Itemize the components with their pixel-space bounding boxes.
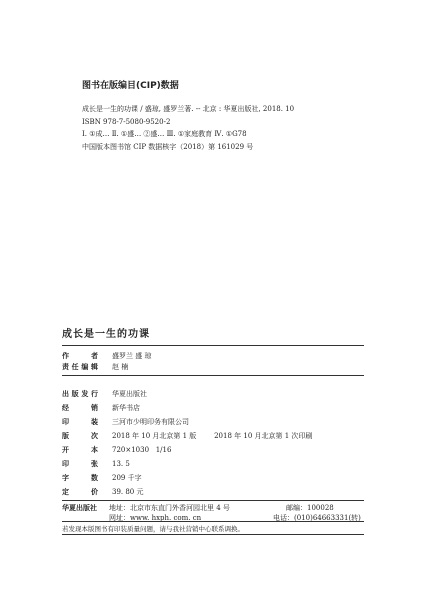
cip-block (82, 78, 402, 153)
detail-label: 字数 (62, 474, 98, 482)
publisher-address: 地址：北京市东直门外香河园北里 4 号 (109, 504, 230, 512)
detail-label: 开本 (62, 446, 98, 454)
detail-label: 出版发行 (62, 390, 98, 398)
detail-label: 印张 (62, 460, 98, 468)
book-title: 成长是一生的功课 (62, 329, 150, 340)
detail-row-sheets (62, 459, 130, 470)
cip-line-bibliographic: 成长是一生的功课 / 盛琼, 盛罗兰著. -- 北京 : 华夏出版社, 2018. 10 (82, 105, 295, 113)
divider-line (62, 345, 364, 346)
cip-line-isbn: ISBN 978-7-5080-9520-2 (82, 117, 171, 126)
cip-title: 图书在版编目(CIP)数据 (82, 81, 179, 91)
credit-value: 盛罗兰 盛 琼 (112, 352, 152, 360)
detail-label: 印装 (62, 418, 98, 426)
divider-line (62, 500, 364, 501)
credit-row-editor (62, 362, 128, 373)
quality-notice: 若发现本版图书有印装质量问题，请与我社营销中心联系调换。 (62, 525, 244, 533)
detail-value: 2018 年 10 月北京第 1 版 2018 年 10 月北京第 1 次印刷 (112, 432, 313, 440)
detail-value: 209 千字 (112, 474, 142, 482)
detail-row-word-count (62, 473, 142, 484)
publisher-phone: 电话：(010)64663331(转) (273, 514, 361, 522)
publisher-postcode: 邮编：100028 (286, 504, 334, 512)
detail-value: 新华书店 (112, 404, 140, 412)
detail-row-price (62, 487, 144, 498)
divider-line (62, 521, 364, 522)
credit-value: 赵 楠 (112, 363, 129, 371)
detail-label: 版次 (62, 432, 98, 440)
detail-value: 13. 5 (112, 460, 130, 468)
detail-value: 三河市少明印务有限公司 (112, 418, 189, 426)
detail-row-printer (62, 417, 189, 428)
detail-label: 定价 (62, 488, 98, 496)
detail-row-distributor (62, 403, 140, 414)
detail-label: 经销 (62, 404, 98, 412)
cip-line-data-number: 中国版本图书馆 CIP 数据核字（2018）第 161029 号 (82, 142, 254, 151)
detail-row-format (62, 445, 171, 456)
divider-line (62, 534, 364, 535)
detail-value: 720×1030 1/16 (112, 446, 172, 454)
credit-label: 作者 (62, 352, 98, 360)
detail-value: 39. 80 元 (112, 488, 144, 496)
detail-value: 华夏出版社 (112, 390, 147, 398)
publisher-website: 网址：www. hxph. com. cn (109, 514, 202, 522)
divider-line (62, 375, 364, 376)
credit-label: 责任编辑 (62, 363, 98, 371)
detail-row-edition (62, 431, 312, 442)
detail-row-publisher (62, 389, 147, 400)
publisher-name: 华夏出版社 (62, 504, 97, 512)
cip-line-classification: Ⅰ. ①成… Ⅱ. ①盛… ②盛… Ⅲ. ①家庭教育 Ⅳ. ①G78 (82, 130, 247, 138)
credit-row-author (62, 351, 151, 362)
